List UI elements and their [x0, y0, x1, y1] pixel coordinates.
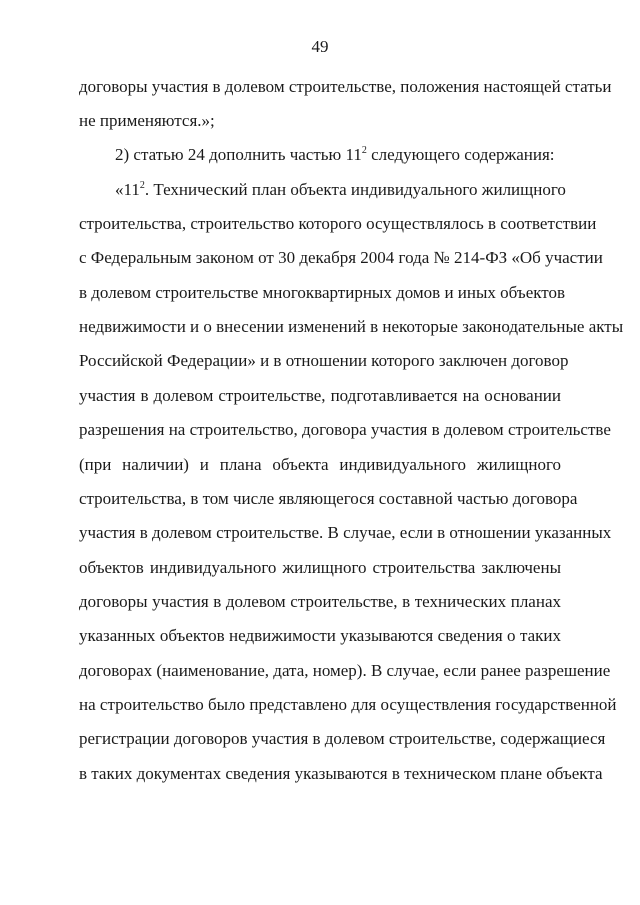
text-line: указанных объектов недвижимости указываются сведения о таких: [79, 626, 561, 645]
text-line: регистрации договоров участия в долевом строительстве, содержащиеся: [79, 729, 606, 748]
text-run: 2) статью 24 дополнить частью 11: [115, 145, 362, 164]
text-run: следующего содержания:: [366, 145, 555, 164]
text-line: на строительство было представлено для осуществления государственной: [79, 695, 617, 714]
text-line: договоры участия в долевом строительстве, в технических планах: [79, 592, 561, 611]
text-line: в долевом строительстве многоквартирных домов и иных объектов: [79, 283, 566, 302]
text-run: . Технический план объекта индивидуального жилищного: [144, 180, 566, 199]
page-number: 49: [311, 37, 329, 56]
text-line: объектов индивидуального жилищного строительства заключены: [79, 558, 561, 577]
text-line: договорах (наименование, дата, номер). В случае, если ранее разрешение: [79, 661, 611, 680]
text-line: договоры участия в долевом строительстве, положения настоящей статьи: [79, 77, 612, 96]
text-line: [115, 145, 561, 165]
text-line: Российской Федерации» и в отношении которого заключен договор: [79, 351, 569, 370]
text-line: участия в долевом строительстве. В случае, если в отношении указанных: [79, 523, 612, 542]
text-line: строительства, строительство которого осуществлялось в соответствии: [79, 214, 597, 233]
text-line: с Федеральным законом от 30 декабря 2004 года № 214-ФЗ «Об участии: [79, 248, 603, 267]
text-line: участия в долевом строительстве, подготавливается на основании: [79, 386, 561, 405]
superscript: 2: [139, 180, 145, 191]
text-line: недвижимости и о внесении изменений в некоторые законодательные акты: [79, 317, 624, 336]
superscript: 2: [361, 145, 367, 156]
text-run: «11: [115, 180, 140, 199]
text-line: разрешения на строительство, договора участия в долевом строительстве: [79, 420, 611, 439]
text-line: (при наличии) и плана объекта индивидуального жилищного: [79, 455, 561, 474]
text-line: [115, 180, 566, 200]
text-line: строительства, в том числе являющегося составной частью договора: [79, 489, 578, 508]
text-line: не применяются.»;: [79, 111, 215, 130]
text-line: в таких документах сведения указываются в техническом плане объекта: [79, 764, 603, 783]
